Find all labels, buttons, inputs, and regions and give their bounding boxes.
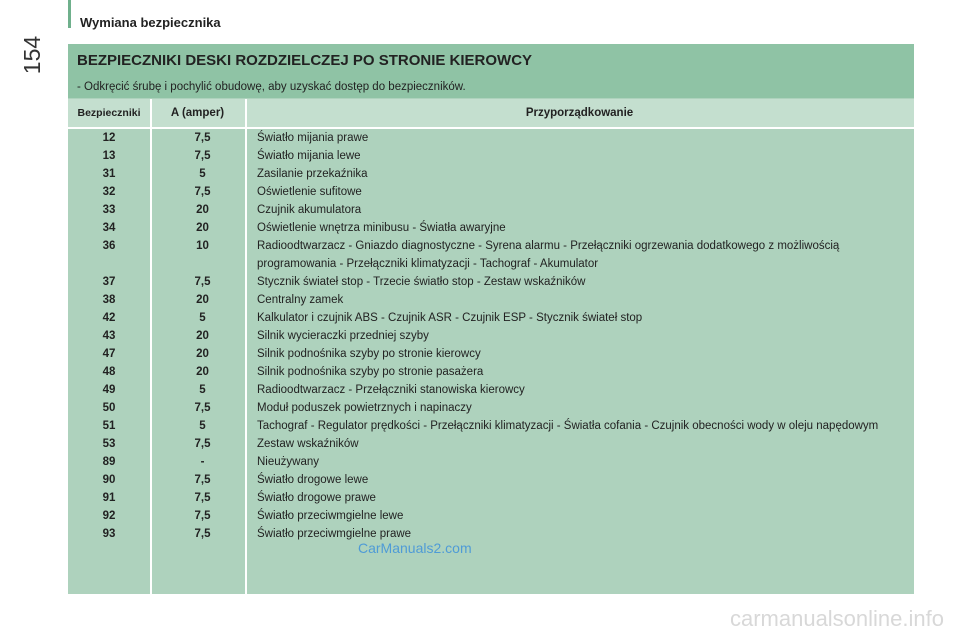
amperage-cell: 20	[196, 222, 209, 234]
assignment-cell: Silnik wycieraczki przedniej szyby	[257, 330, 429, 342]
assignment-cell: Czujnik akumulatora	[257, 204, 362, 216]
table-row	[68, 273, 914, 291]
table-row	[68, 201, 914, 219]
assignment-cell: Stycznik świateł stop - Trzecie światło stop - Zestaw wskaźników	[257, 276, 586, 288]
amperage-cell: 7,5	[194, 402, 211, 414]
fuse-number-cell: 93	[102, 528, 116, 540]
assignment-cell: Silnik podnośnika szyby po stronie kierowcy	[257, 348, 481, 360]
fuse-number-cell: 47	[102, 348, 116, 360]
table-header-row	[68, 99, 914, 127]
table-row	[68, 471, 914, 489]
fuse-number-cell: 36	[102, 240, 116, 252]
header-accent-bar	[68, 0, 71, 28]
table-row	[68, 489, 914, 507]
fuse-number-cell: 37	[102, 276, 116, 288]
amperage-cell: -	[200, 456, 205, 468]
assignment-cell: Silnik podnośnika szyby po stronie pasażera	[257, 366, 484, 378]
amperage-cell: 10	[196, 240, 209, 252]
table-body	[68, 129, 914, 543]
fuse-number-cell: 38	[102, 294, 116, 306]
section-intro: - Odkręcić śrubę i pochylić obudowę, aby uzyskać dostęp do bezpieczników.	[77, 81, 466, 93]
page-header-title: Wymiana bezpiecznika	[80, 15, 221, 30]
table-row	[68, 417, 914, 435]
assignment-cell: Światło drogowe lewe	[257, 474, 369, 486]
table-row	[68, 507, 914, 525]
fuse-number-cell: 13	[102, 150, 116, 162]
fuse-table	[68, 44, 914, 594]
assignment-cell: Zestaw wskaźników	[257, 438, 359, 450]
table-row	[68, 363, 914, 381]
amperage-cell: 20	[196, 294, 209, 306]
table-row	[68, 525, 914, 543]
amperage-cell: 7,5	[194, 474, 211, 486]
amperage-cell: 7,5	[194, 438, 211, 450]
assignment-cell: Zasilanie przekaźnika	[257, 168, 368, 180]
table-row	[68, 399, 914, 417]
column-header-amperage: A (amper)	[170, 107, 225, 119]
assignment-cell: Światło przeciwmgielne prawe	[257, 528, 412, 540]
table-row	[68, 453, 914, 471]
assignment-cell: Światło drogowe prawe	[257, 492, 376, 504]
fuse-number-cell: 90	[102, 474, 116, 486]
fuse-number-cell: 51	[102, 420, 116, 432]
amperage-cell: 7,5	[194, 150, 211, 162]
fuse-number-cell: 49	[102, 384, 116, 396]
fuse-number-cell: 53	[102, 438, 116, 450]
table-row	[68, 435, 914, 453]
inline-watermark: CarManuals2.com	[358, 540, 472, 556]
table-row	[68, 381, 914, 399]
section-title-band	[68, 44, 914, 98]
assignment-cell: Radioodtwarzacz - Gniazdo diagnostyczne - Syrena alarmu - Przełączniki ogrzewania dodatkowego z możliwością programowania - Przełączniki klimatyzacji - Tachograf - Akumulator	[257, 240, 840, 270]
page-number: 154	[19, 35, 45, 75]
assignment-cell: Tachograf - Regulator prędkości - Przełączniki klimatyzacji - Światła cofania - Czujnik obecności wody w oleju napędowym	[257, 420, 879, 432]
footer-watermark: carmanualsonline.info	[729, 606, 944, 631]
fuse-number-cell: 89	[102, 456, 116, 468]
amperage-cell: 20	[196, 348, 209, 360]
column-header-assignment: Przyporządkowanie	[525, 107, 634, 119]
amperage-cell: 5	[199, 420, 206, 432]
assignment-cell: Światło mijania prawe	[257, 132, 369, 144]
fuse-number-cell: 43	[102, 330, 116, 342]
table-row	[68, 147, 914, 165]
amperage-cell: 7,5	[194, 510, 211, 522]
table-row	[68, 327, 914, 345]
section-title: BEZPIECZNIKI DESKI ROZDZIELCZEJ PO STRONIE KIEROWCY	[77, 52, 533, 69]
table-row	[68, 165, 914, 183]
fuse-number-cell: 34	[102, 222, 116, 234]
fuse-number-cell: 91	[102, 492, 116, 504]
fuse-number-cell: 92	[102, 510, 116, 522]
amperage-cell: 20	[196, 366, 209, 378]
assignment-cell: Nieużywany	[257, 456, 319, 468]
fuse-number-cell: 50	[102, 402, 116, 414]
amperage-cell: 7,5	[194, 132, 211, 144]
table-row	[68, 237, 914, 273]
amperage-cell: 5	[199, 384, 206, 396]
amperage-cell: 20	[196, 330, 209, 342]
amperage-cell: 7,5	[194, 492, 211, 504]
table-row	[68, 345, 914, 363]
assignment-cell: Centralny zamek	[257, 294, 344, 306]
amperage-cell: 20	[196, 204, 209, 216]
amperage-cell: 5	[199, 312, 206, 324]
assignment-cell: Oświetlenie wnętrza minibusu - Światła awaryjne	[257, 222, 506, 234]
fuse-number-cell: 31	[102, 168, 116, 180]
fuse-number-cell: 33	[102, 204, 116, 216]
fuse-number-cell: 32	[102, 186, 116, 198]
amperage-cell: 7,5	[194, 528, 211, 540]
assignment-cell: Kalkulator i czujnik ABS - Czujnik ASR - Czujnik ESP - Stycznik świateł stop	[257, 312, 643, 324]
assignment-cell: Oświetlenie sufitowe	[257, 186, 362, 198]
assignment-cell: Radioodtwarzacz - Przełączniki stanowiska kierowcy	[257, 384, 525, 396]
column-header-fuses: Bezpieczniki	[77, 107, 141, 119]
table-row	[68, 219, 914, 237]
table-row	[68, 291, 914, 309]
assignment-cell: Moduł poduszek powietrznych i napinaczy	[257, 402, 472, 414]
fuse-number-cell: 12	[102, 132, 116, 144]
amperage-cell: 5	[199, 168, 206, 180]
fuse-number-cell: 42	[102, 312, 116, 324]
assignment-cell: Światło przeciwmgielne lewe	[257, 510, 404, 522]
table-row	[68, 309, 914, 327]
fuse-number-cell: 48	[102, 366, 116, 378]
table-row	[68, 129, 914, 147]
amperage-cell: 7,5	[194, 186, 211, 198]
table-row	[68, 183, 914, 201]
amperage-cell: 7,5	[194, 276, 211, 288]
assignment-cell: Światło mijania lewe	[257, 150, 361, 162]
